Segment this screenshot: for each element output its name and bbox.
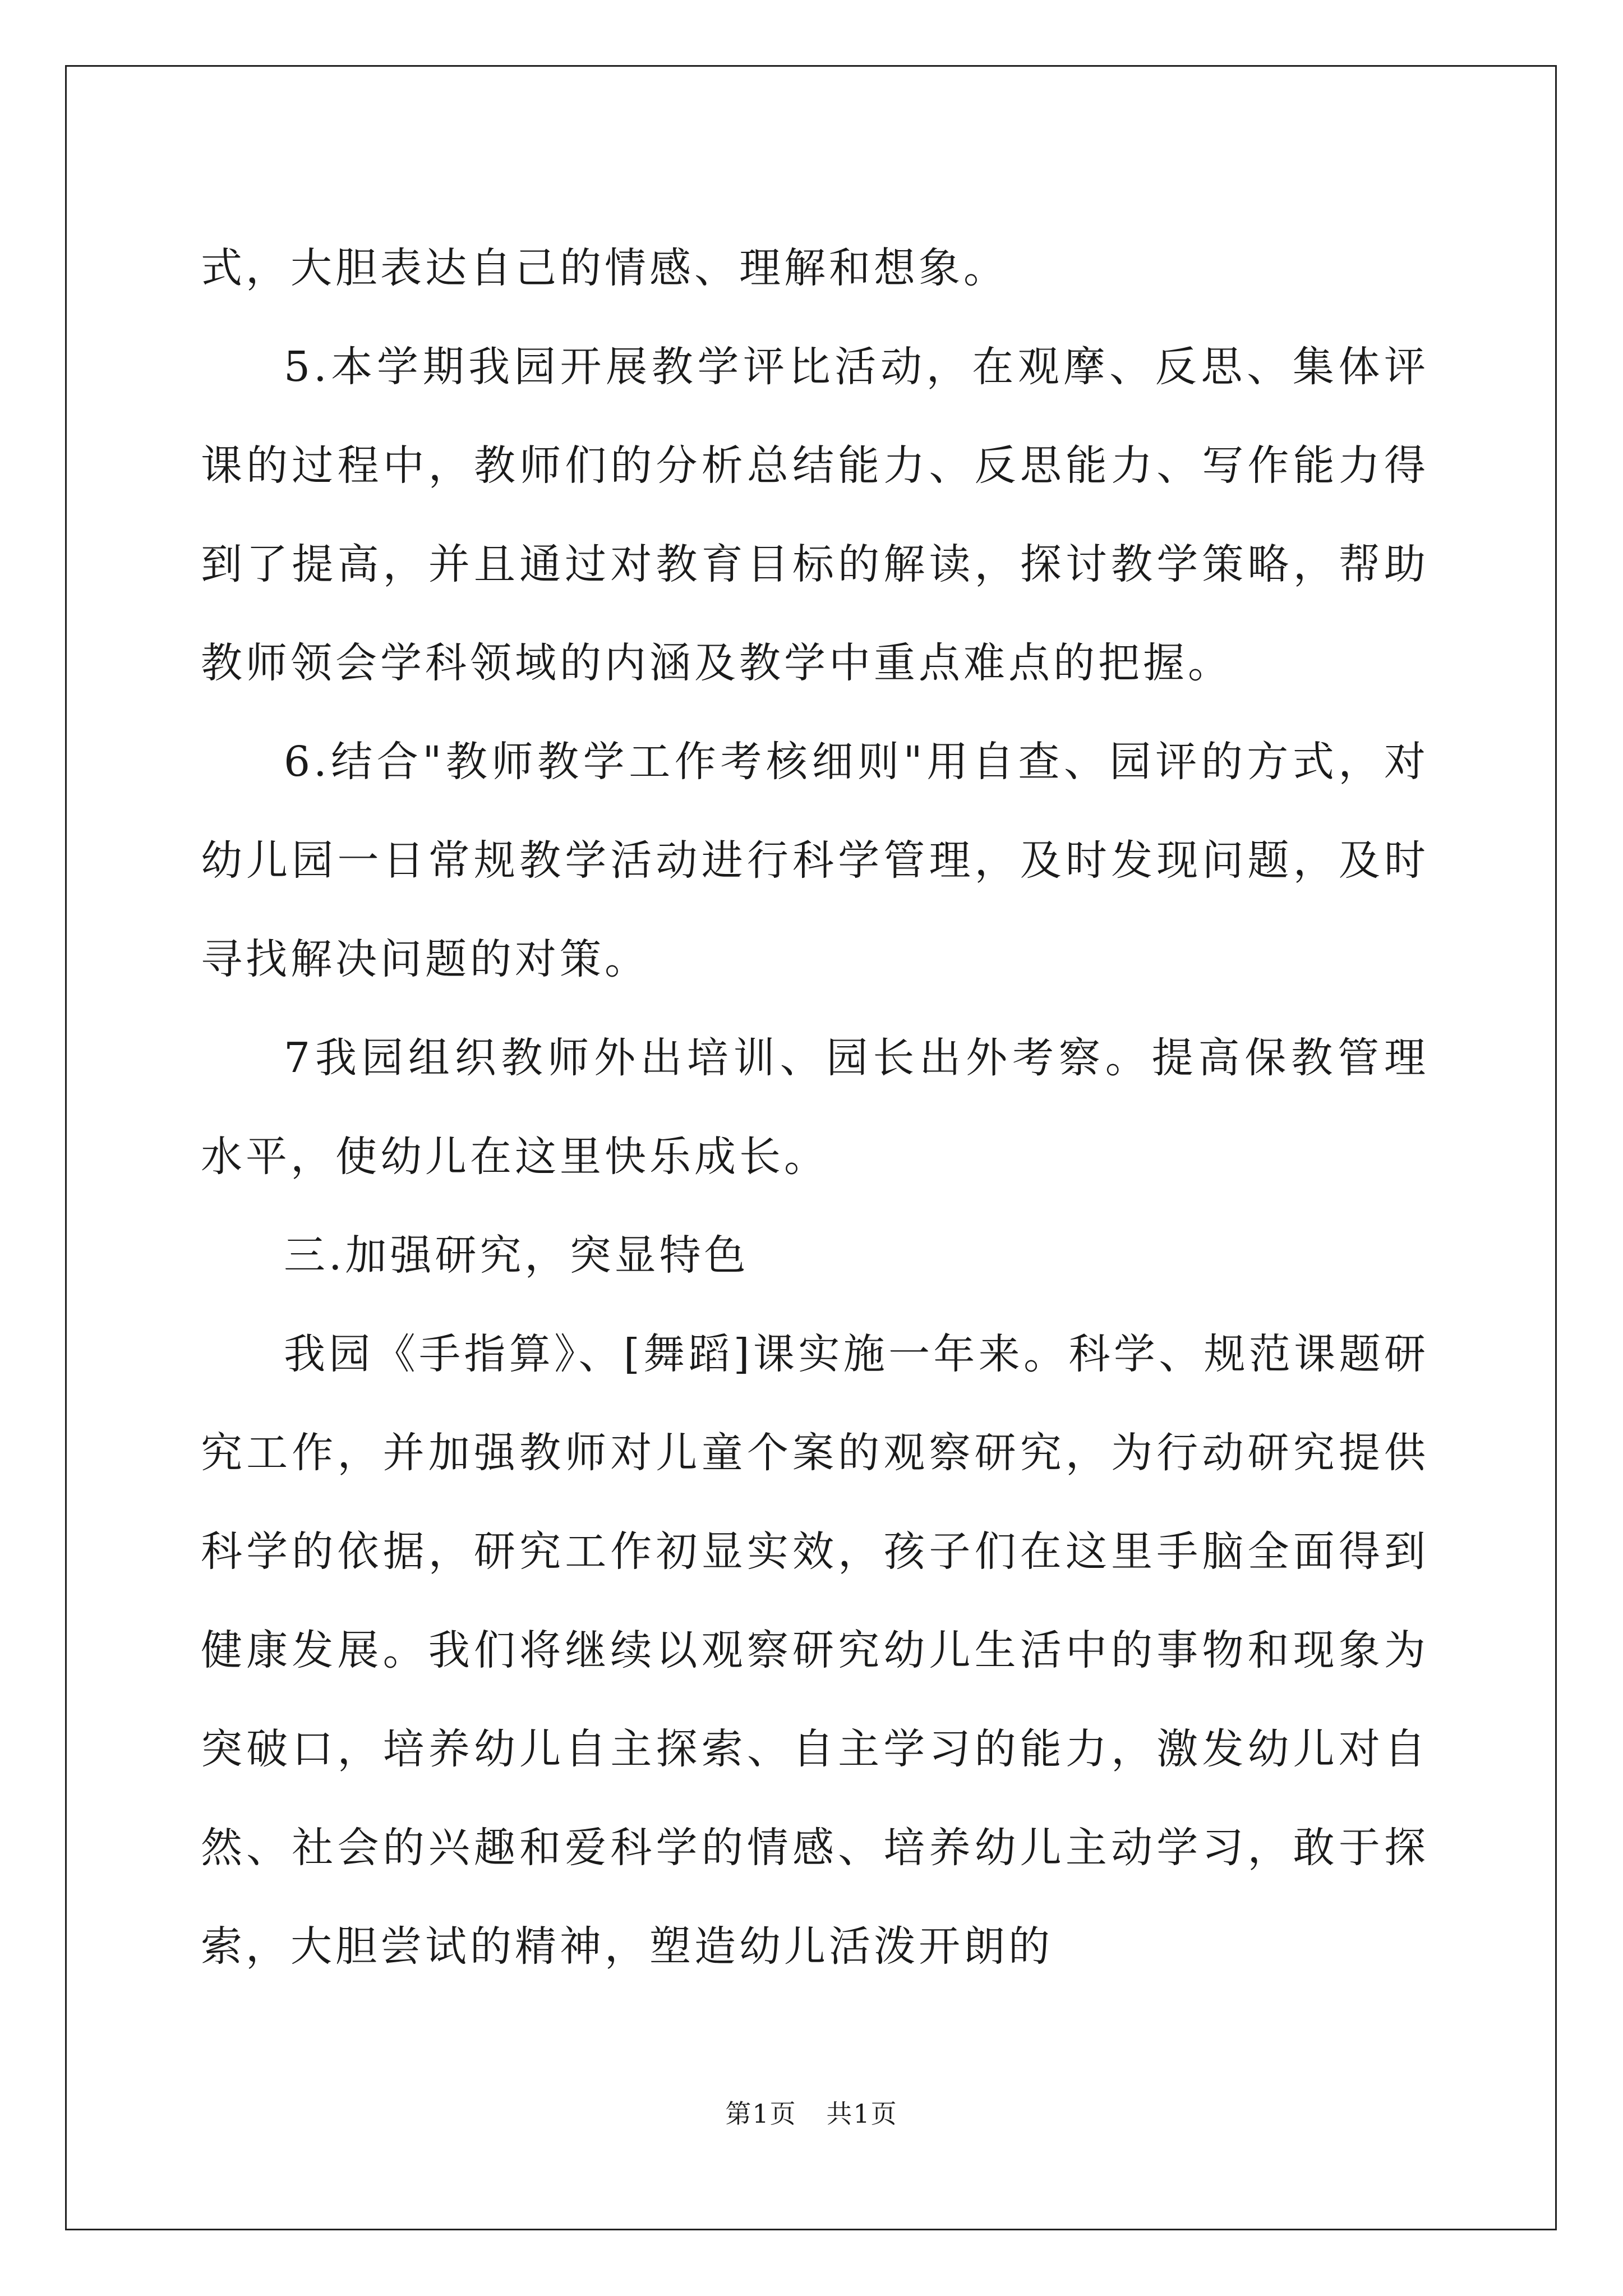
- document-body: [201, 219, 1429, 1996]
- paragraph-item-7: 7我园组织教师外出培训、园长出外考察。提高保教管理水平，使幼儿在这里快乐成长。: [201, 1034, 1429, 1181]
- paragraph-research: 我园《手指算》、[舞蹈]课实施一年来。科学、规范课题研究工作，并加强教师对儿童个案的观察研究，为行动研究提供科学的依据，研究工作初显实效，孩子们在这里手脑全面得到健康发展。我们将继续以观察研究幼儿生活中的事物和现象为突破口，培养幼儿自主探索、自主学习的能力，激发幼儿对自然、社会的兴趣和爱科学的情感、培养幼儿主动学习，敢于探索，大胆尝试的精神，塑造幼儿活泼开朗的: [201, 1330, 1429, 1971]
- section-heading-3: 三.加强研究，突显特色: [284, 1231, 749, 1280]
- paragraph-continuation: 式，大胆表达自己的情感、理解和想象。: [201, 244, 1008, 292]
- paragraph-item-6: 6.结合"教师教学工作考核细则"用自查、园评的方式，对幼儿园一日常规教学活动进行科学管理，及时发现问题，及时寻找解决问题的对策。: [201, 738, 1429, 983]
- page-footer: [0, 2097, 1623, 2131]
- page-number-current: 第1页: [725, 2099, 797, 2129]
- paragraph-item-5: 5.本学期我园开展教学评比活动，在观摩、反思、集体评课的过程中，教师们的分析总结能力、反思能力、写作能力得到了提高，并且通过对教育目标的解读，探讨教学策略，帮助教师领会学科领域的内涵及教学中重点难点的把握。: [201, 343, 1429, 687]
- page-number-total: 共1页: [826, 2099, 898, 2129]
